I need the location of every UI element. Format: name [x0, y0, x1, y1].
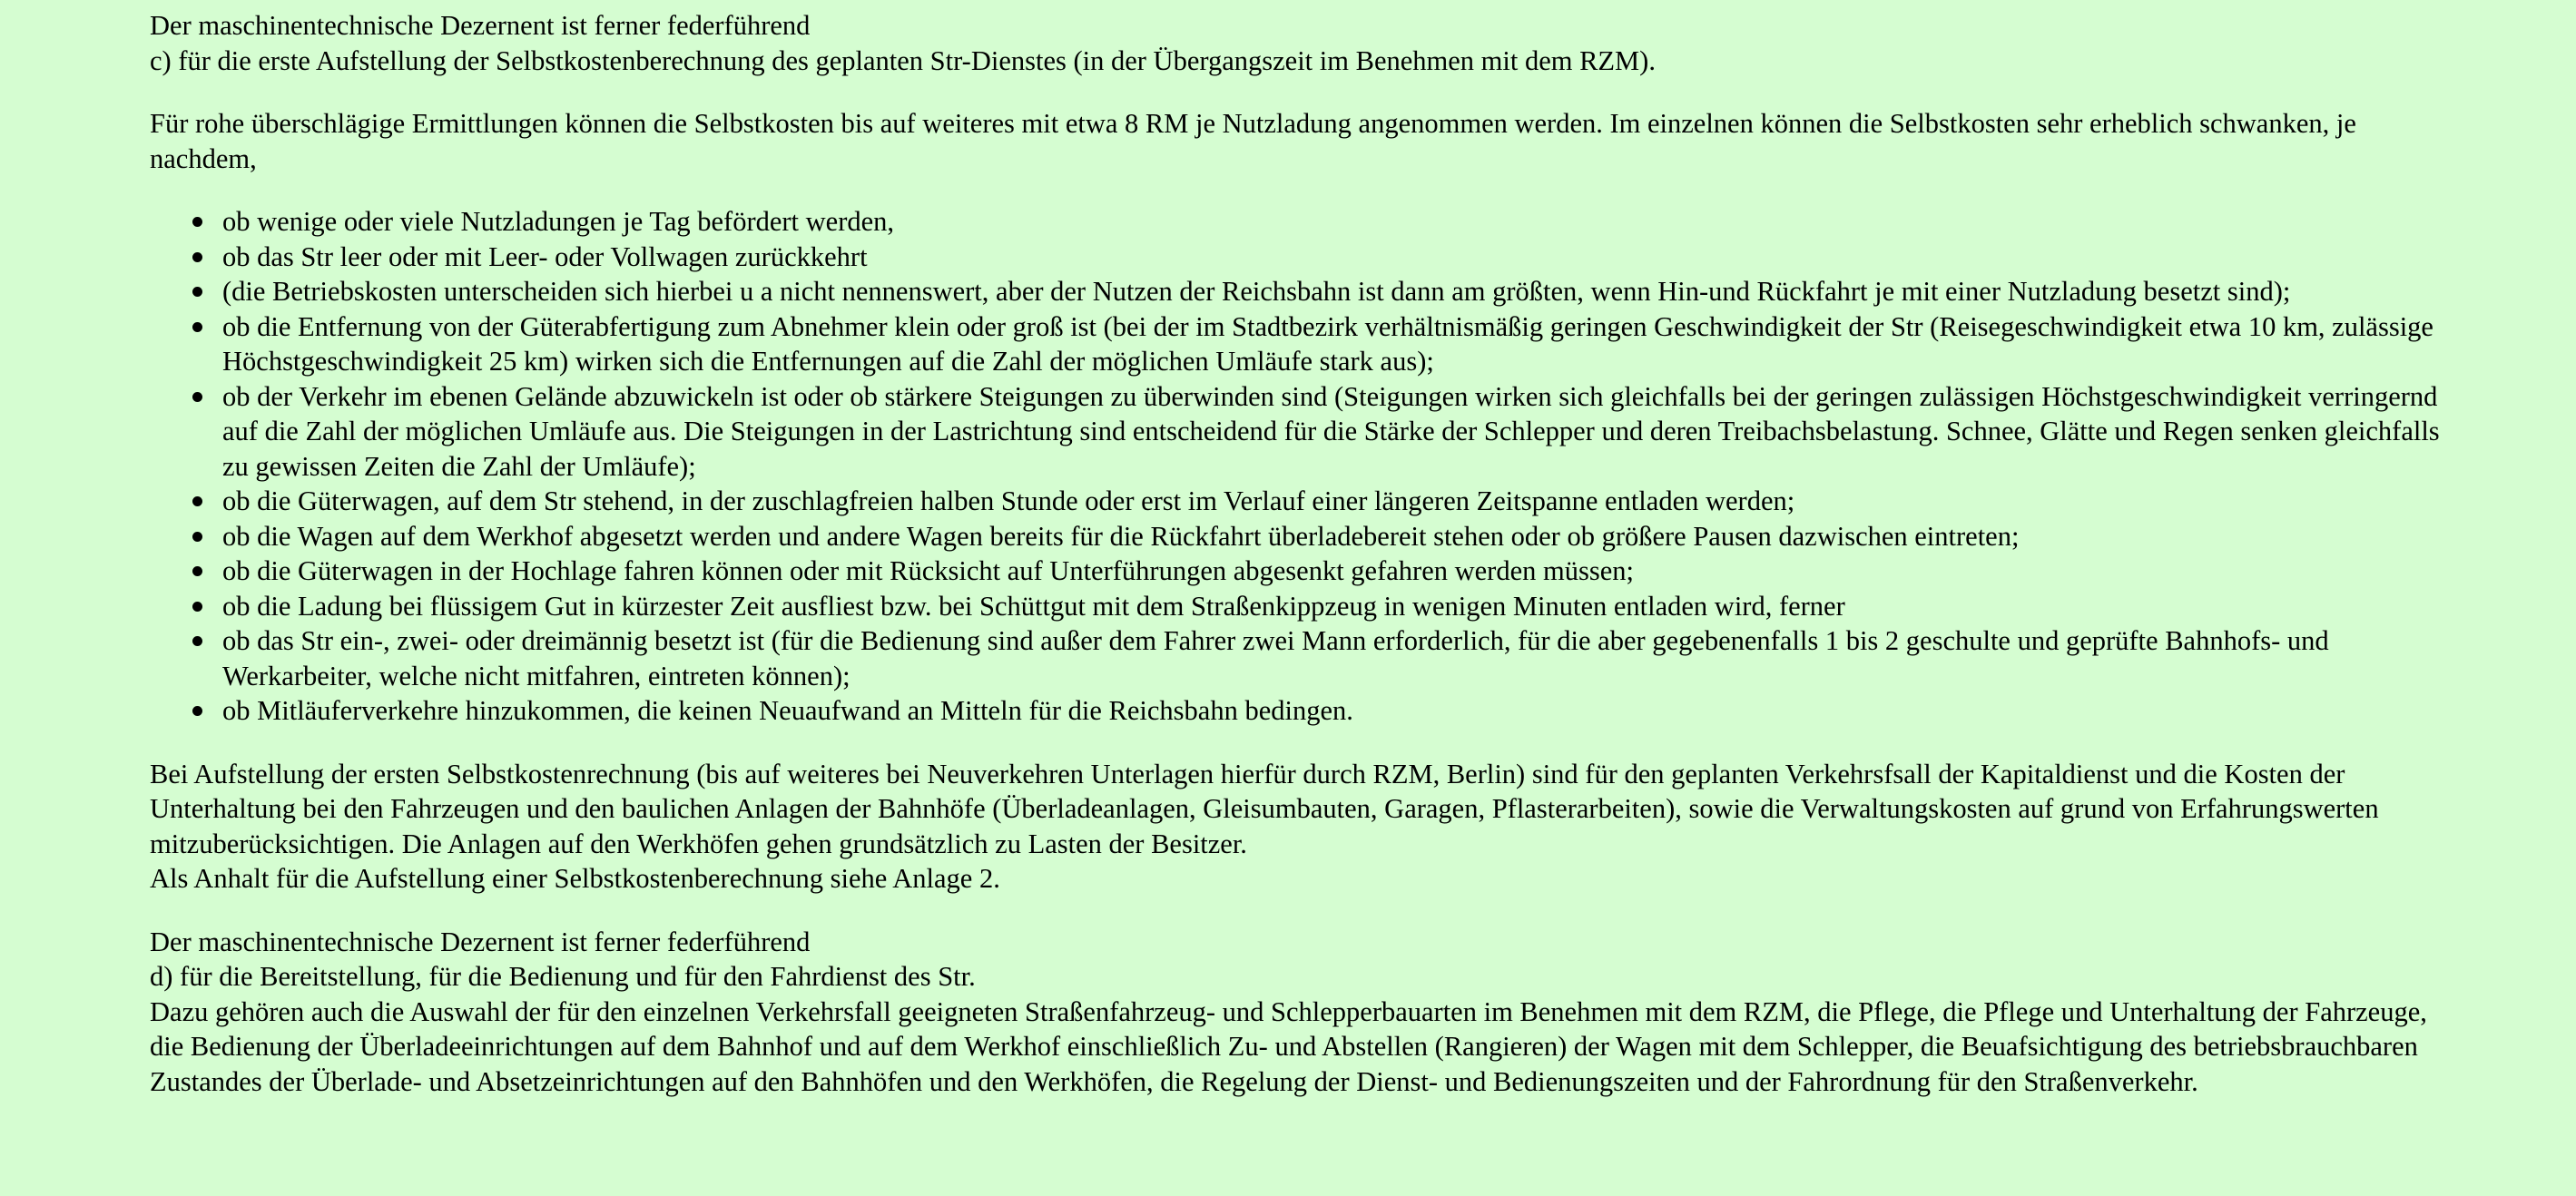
section-d-title: d) für die Bereitstellung, für die Bedienung und für den Fahrdienst des Str.	[150, 961, 976, 992]
document-page	[150, 8, 2446, 1099]
section-c	[150, 8, 2446, 78]
section-d	[150, 925, 2446, 1100]
list-item: ob der Verkehr im ebenen Gelände abzuwickeln ist oder ob stärkere Steigungen zu überwinden sind (Steigungen wirken sich gleichfalls bei der geringen zulässigen Höchstgeschwindigkeit verringernd auf die Zahl der möglichen Umläufe aus. Die Steigungen in der Lastrichtung sind entscheidend für die Stärke der Schlepper und deren Treibachsbelastung. Schnee, Glätte und Regen senken gleichfalls zu gewissen Zeiten die Zahl der Umläufe);	[222, 379, 2446, 485]
section-d-paragraph: Dazu gehören auch die Auswahl der für den einzelnen Verkehrsfall geeigneten Straßenfahrzeug- und Schlepperbauarten im Benehmen mit dem RZM, die Pflege, die Pflege und Unterhaltung der Fahrzeuge, die Bedienung der Überladeeinrichtungen auf dem Bahnhof und auf dem Werkhof einschließlich Zu- und Abstellen (Rangieren) der Wagen mit dem Schlepper, die Beuafsichtigung des betriebsbrauchbaren Zustandes der Überlade- und Absetzeinrichtungen auf den Bahnhöfen und den Werkhöfen, die Regelung der Dienst- und Bedienungszeiten und der Fahrordnung für den Straßenverkehr.	[150, 995, 2427, 1097]
section-d-heading: Der maschinentechnische Dezernent ist ferner federführend	[150, 926, 811, 957]
list-item: ob die Entfernung von der Güterabfertigung zum Abnehmer klein oder groß ist (bei der im Stadtbezirk verhältnismäßig geringen Geschwindigkeit der Str (Reisegeschwindigkeit etwa 10 km, zulässige Höchstgeschwindigkeit 25 km) wirken sich die Entfernungen auf die Zahl der möglichen Umläufe stark aus);	[222, 309, 2446, 379]
calculation-section	[150, 757, 2446, 897]
list-item: ob die Ladung bei flüssigem Gut in kürzester Zeit ausfliest bzw. bei Schüttgut mit dem Straßenkippzeug in wenigen Minuten entladen wird, ferner	[222, 589, 2446, 624]
conditions-list	[150, 204, 2446, 729]
calculation-note: Als Anhalt für die Aufstellung einer Selbstkostenberechnung siehe Anlage 2.	[150, 863, 1000, 894]
section-c-title: c) für die erste Aufstellung der Selbstkostenberechnung des geplanten Str-Dienstes (in der Übergangszeit im Benehmen mit dem RZM).	[150, 44, 1656, 76]
list-item: ob die Güterwagen, auf dem Str stehend, in der zuschlagfreien halben Stunde oder erst im Verlauf einer längeren Zeitspanne entladen werden;	[222, 484, 2446, 519]
list-item: ob Mitläuferverkehre hinzukommen, die keinen Neuaufwand an Mitteln für die Reichsbahn bedingen.	[222, 693, 2446, 729]
intro-paragraph: Für rohe überschlägige Ermittlungen können die Selbstkosten bis auf weiteres mit etwa 8 RM je Nutzladung angenommen werden. Im einzelnen können die Selbstkosten sehr erheblich schwanken, je nachdem,	[150, 108, 2356, 174]
list-item: ob die Güterwagen in der Hochlage fahren können oder mit Rücksicht auf Unterführungen abgesenkt gefahren werden müssen;	[222, 554, 2446, 589]
list-item: ob wenige oder viele Nutzladungen je Tag befördert werden,	[222, 204, 2446, 240]
calculation-paragraph: Bei Aufstellung der ersten Selbstkostenrechnung (bis auf weiteres bei Neuverkehren Unterlagen hierfür durch RZM, Berlin) sind für den geplanten Verkehrsfsall der Kapitaldienst und die Kosten der Unterhaltung bei den Fahrzeugen und den baulichen Anlagen der Bahnhöfe (Überladeanlagen, Gleisumbauten, Garagen, Pflasterarbeiten), sowie die Verwaltungskosten auf grund von Erfahrungswerten mitzuberücksichtigen. Die Anlagen auf den Werkhöfen gehen grundsätzlich zu Lasten der Besitzer.	[150, 758, 2379, 859]
list-item: ob das Str ein-, zwei- oder dreimännig besetzt ist (für die Bedienung sind außer dem Fahrer zwei Mann erforderlich, für die aber gegebenenfalls 1 bis 2 geschulte und geprüfte Bahnhofs- und Werkarbeiter, welche nicht mitfahren, eintreten können);	[222, 623, 2446, 693]
list-item: ob das Str leer oder mit Leer- oder Vollwagen zurückkehrt	[222, 240, 2446, 275]
section-c-heading: Der maschinentechnische Dezernent ist ferner federführend	[150, 10, 811, 41]
list-item: ob die Wagen auf dem Werkhof abgesetzt werden und andere Wagen bereits für die Rückfahrt überladebereit stehen oder ob größere Pausen dazwischen eintreten;	[222, 519, 2446, 554]
list-item: (die Betriebskosten unterscheiden sich hierbei u a nicht nennenswert, aber der Nutzen der Reichsbahn ist dann am größten, wenn Hin-und Rückfahrt je mit einer Nutzladung besetzt sind);	[222, 274, 2446, 309]
